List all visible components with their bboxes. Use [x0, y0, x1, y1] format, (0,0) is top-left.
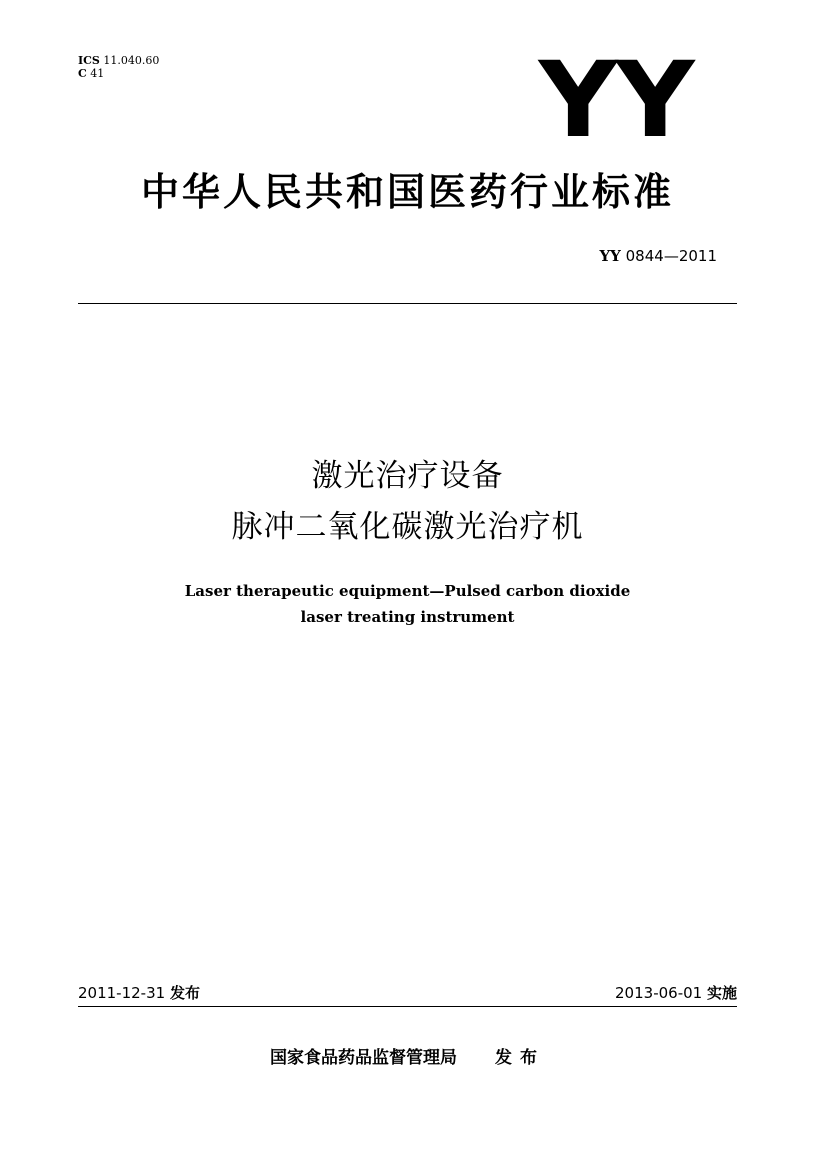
- ics-code: 11.040.60: [103, 54, 160, 67]
- ccs-line: [78, 67, 159, 80]
- publisher-name: 国家食品药品监督管理局: [270, 1048, 457, 1068]
- classification-codes: [78, 54, 159, 80]
- publish-date-block: [78, 983, 200, 1003]
- title-cn-line2: 脉冲二氧化碳激光治疗机: [231, 509, 584, 545]
- standard-number: [599, 246, 717, 266]
- implement-word: 实施: [706, 984, 737, 1002]
- implement-date-block: [615, 983, 737, 1003]
- header-divider: [78, 303, 737, 304]
- title-cn-line1: 激光治疗设备: [311, 458, 504, 494]
- ccs-label: C: [78, 67, 87, 80]
- ics-line: [78, 54, 159, 67]
- industry-standard-title: 中华人民共和国医药行业标准: [140, 170, 674, 214]
- ics-label: ICS: [78, 54, 100, 67]
- footer-divider: [78, 1006, 737, 1007]
- ccs-code: 41: [90, 67, 105, 80]
- standard-code: 0844—2011: [625, 247, 717, 265]
- publisher-action: 发布: [495, 1048, 545, 1068]
- standard-prefix: YY: [599, 247, 621, 265]
- title-en-line1: Laser therapeutic equipment—Pulsed carbon dioxide: [184, 582, 631, 600]
- implement-date: 2013-06-01: [615, 984, 703, 1002]
- publish-word: 发布: [169, 984, 200, 1002]
- yy-logo: YY: [539, 39, 693, 161]
- title-en-line2: laser treating instrument: [300, 608, 515, 626]
- publish-date: 2011-12-31: [78, 984, 166, 1002]
- publisher-line: [0, 1046, 815, 1070]
